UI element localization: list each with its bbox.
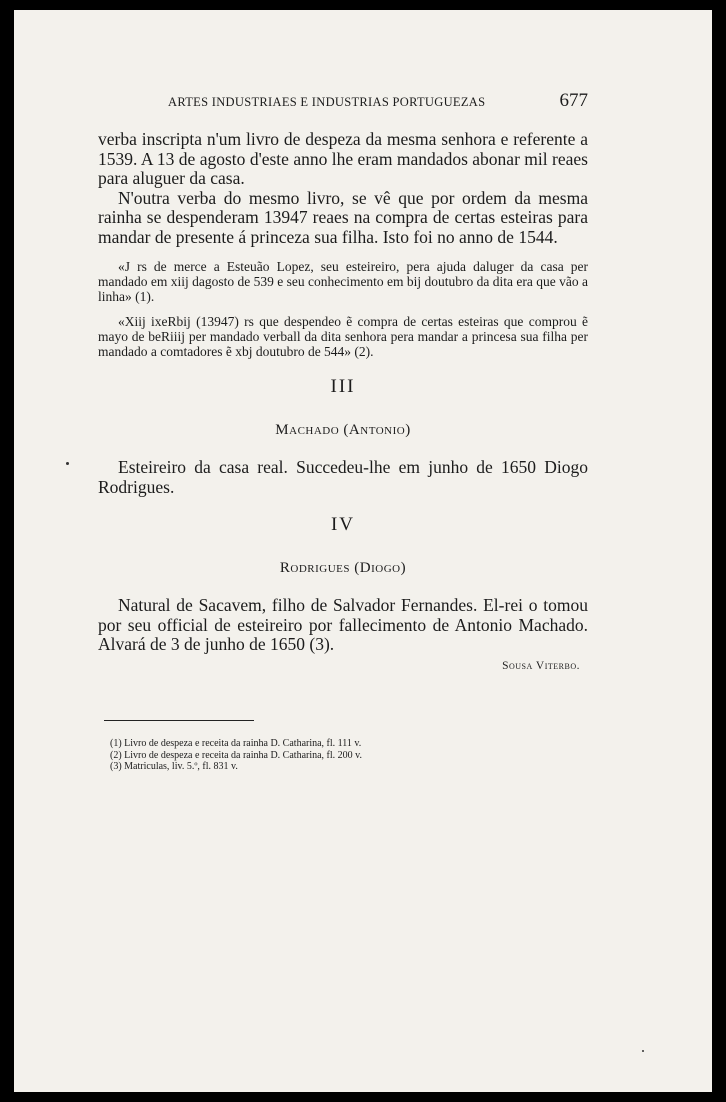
page-number: 677	[559, 90, 588, 111]
section-number: III	[330, 376, 356, 397]
paragraph: verba inscripta n'um livro de despeza da mesma senhora e referente a 1539. A 13 de agosto d'este anno lhe eram mandados abonar mil reaes para aluguer da casa.	[98, 129, 588, 188]
body-text	[98, 130, 588, 676]
footnote: (2) Livro de despeza e receita da rainha D. Catharina, fl. 200 v.	[110, 749, 363, 761]
footnote-rule	[104, 720, 254, 721]
footnote: (1) Livro de despeza e receita da rainha D. Catharina, fl. 111 v.	[110, 738, 362, 749]
footnote: (3) Matriculas, liv. 5.º, fl. 831 v.	[110, 761, 238, 772]
running-head	[98, 90, 588, 112]
scan-speck	[66, 462, 69, 465]
paragraph: Natural de Sacavem, filho de Salvador Fernandes. El-rei o tomou por seu official de esteireiro por fallecimento de Antonio Machado. Alvará de 3 de junho de 1650 (3).	[98, 595, 588, 654]
author-signature: Sousa Viterbo.	[502, 659, 580, 672]
paragraph: Esteireiro da casa real. Succedeu-lhe em junho de 1650 Diogo Rodrigues.	[98, 457, 588, 497]
scan-speck	[642, 1050, 644, 1052]
paragraph: N'outra verba do mesmo livro, se vê que por ordem da mesma rainha se despenderam 13947 reaes na compra de certas esteiras para mandar de presente á princeza sua filha. Isto foi no anno de 1544.	[98, 187, 588, 247]
section-heading: Machado (Antonio)	[275, 421, 411, 438]
document-page	[14, 10, 712, 1092]
quotation: «Xiij ixeRbij (13947) rs que despendeo ẽ compra de certas esteiras que comprou ẽ mayo de beRiiij per mandado verball da dita senhora pera mandar a princesa sua filha per mandado a comtadores ẽ xbj doutubro de 544» (2).	[98, 314, 588, 359]
section-heading: Rodrigues (Diogo)	[279, 559, 407, 576]
quotation: «J rs de merce a Esteuão Lopez, seu esteireiro, pera ajuda daluger da casa per mandado em xiij dagosto de 539 e seu conhecimento em bij doutubro da dita era que vão a linha» (1).	[98, 259, 588, 304]
footnotes	[110, 738, 530, 773]
section-number: IV	[330, 514, 356, 535]
running-title: ARTES INDUSTRIAES E INDUSTRIAS PORTUGUEZAS	[168, 95, 486, 109]
